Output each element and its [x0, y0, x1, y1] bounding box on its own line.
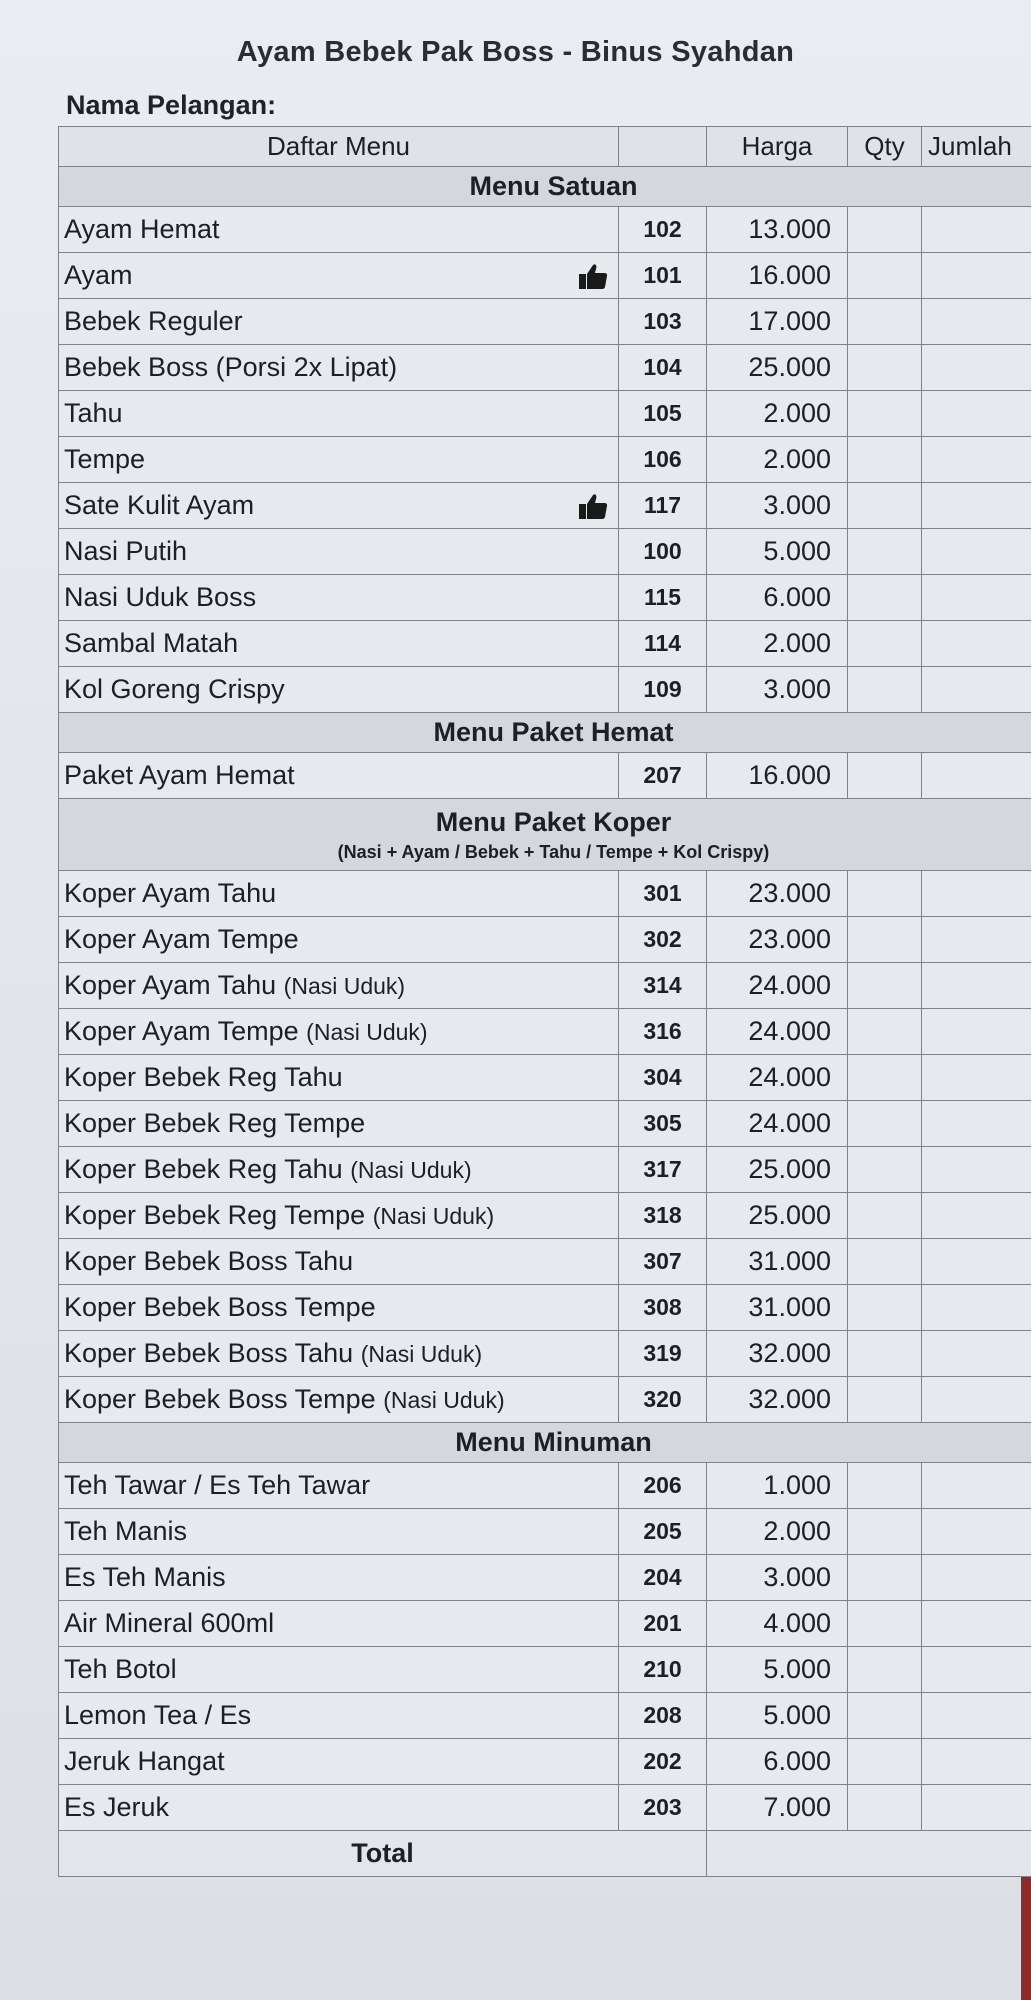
item-qty-field[interactable] — [848, 917, 922, 963]
item-name-cell — [59, 207, 619, 253]
item-amount-field[interactable] — [922, 1785, 1031, 1831]
item-amount-field[interactable] — [922, 753, 1031, 799]
menu-item-row — [59, 1377, 1031, 1423]
item-price: 5.000 — [707, 1647, 848, 1693]
item-name: Paket Ayam Hemat — [64, 760, 295, 790]
item-name-cell — [59, 1739, 619, 1785]
item-name: Koper Ayam Tahu — [64, 970, 277, 1000]
item-code: 207 — [619, 753, 707, 799]
item-name: Nasi Putih — [64, 536, 188, 566]
item-price: 5.000 — [707, 1693, 848, 1739]
item-qty-field[interactable] — [848, 1463, 922, 1509]
item-price: 31.000 — [707, 1239, 848, 1285]
item-price: 23.000 — [707, 871, 848, 917]
section-header-row — [59, 1423, 1031, 1463]
item-price: 3.000 — [707, 667, 848, 713]
item-name: Teh Manis — [64, 1516, 188, 1546]
item-name-cell — [59, 753, 619, 799]
item-name-cell — [59, 483, 619, 529]
thumbs-up-icon — [578, 492, 608, 520]
menu-item-row — [59, 1009, 1031, 1055]
item-code: 106 — [619, 437, 707, 483]
item-name: Koper Bebek Boss Tahu — [64, 1246, 354, 1276]
item-qty-field[interactable] — [848, 1509, 922, 1555]
item-code: 301 — [619, 871, 707, 917]
item-note: (Nasi Uduk) — [283, 973, 406, 999]
item-name-cell — [59, 299, 619, 345]
section-header — [59, 1423, 1031, 1463]
item-price: 6.000 — [707, 1739, 848, 1785]
item-price: 25.000 — [707, 1193, 848, 1239]
section-title: Menu Paket Koper — [435, 806, 672, 837]
item-amount-field[interactable] — [922, 963, 1031, 1009]
item-name-cell — [59, 1509, 619, 1555]
menu-item-row — [59, 1285, 1031, 1331]
item-name-cell — [59, 529, 619, 575]
item-qty-field[interactable] — [848, 529, 922, 575]
item-note: (Nasi Uduk) — [306, 1019, 428, 1045]
item-name-cell — [59, 437, 619, 483]
item-amount-field[interactable] — [922, 1239, 1031, 1285]
item-name-cell — [59, 1101, 619, 1147]
item-amount-field[interactable] — [922, 391, 1031, 437]
item-code: 208 — [619, 1693, 707, 1739]
section-header — [59, 713, 1031, 753]
item-name: Koper Bebek Reg Tahu — [64, 1154, 343, 1184]
item-code: 316 — [619, 1009, 707, 1055]
item-name-cell — [59, 621, 619, 667]
item-code: 102 — [619, 207, 707, 253]
section-subtitle: (Nasi + Ayam / Bebek + Tahu / Tempe + Kol Crispy) — [337, 841, 770, 862]
item-qty-field[interactable] — [848, 667, 922, 713]
section-header-row — [59, 713, 1031, 753]
item-qty-field[interactable] — [848, 1377, 922, 1423]
item-price: 24.000 — [707, 963, 848, 1009]
menu-item-row — [59, 1601, 1031, 1647]
header-price: Harga — [707, 127, 848, 167]
menu-item-row — [59, 437, 1031, 483]
item-name: Jeruk Hangat — [64, 1746, 225, 1776]
menu-item-row — [59, 575, 1031, 621]
item-qty-field[interactable] — [848, 437, 922, 483]
item-code: 302 — [619, 917, 707, 963]
item-price: 24.000 — [707, 1101, 848, 1147]
page-title: Ayam Bebek Pak Boss - Binus Syahdan — [236, 36, 795, 68]
menu-table-body — [59, 167, 1031, 1877]
item-amount-field[interactable] — [922, 1509, 1031, 1555]
menu-item-row — [59, 1055, 1031, 1101]
section-header — [59, 167, 1031, 207]
item-code: 114 — [619, 621, 707, 667]
item-qty-field[interactable] — [848, 1147, 922, 1193]
item-amount-field[interactable] — [922, 1647, 1031, 1693]
item-amount-field[interactable] — [922, 437, 1031, 483]
item-name-cell — [59, 1193, 619, 1239]
header-amount: Jumlah — [922, 127, 1031, 167]
total-row — [59, 1831, 1031, 1877]
item-qty-field[interactable] — [848, 1101, 922, 1147]
item-qty-field[interactable] — [848, 963, 922, 1009]
section-title: Menu Satuan — [469, 171, 638, 201]
menu-item-row — [59, 1693, 1031, 1739]
item-amount-field[interactable] — [922, 917, 1031, 963]
item-price: 32.000 — [707, 1331, 848, 1377]
item-price: 32.000 — [707, 1377, 848, 1423]
item-code: 320 — [619, 1377, 707, 1423]
item-price: 6.000 — [707, 575, 848, 621]
item-price: 31.000 — [707, 1285, 848, 1331]
section-header — [59, 799, 1031, 871]
item-name: Koper Bebek Boss Tahu — [64, 1338, 354, 1368]
item-qty-field[interactable] — [848, 621, 922, 667]
item-code: 314 — [619, 963, 707, 1009]
item-price: 4.000 — [707, 1601, 848, 1647]
item-name-cell — [59, 871, 619, 917]
menu-item-row — [59, 667, 1031, 713]
item-code: 100 — [619, 529, 707, 575]
item-name-cell — [59, 1285, 619, 1331]
item-qty-field[interactable] — [848, 299, 922, 345]
item-name: Nasi Uduk Boss — [64, 582, 257, 612]
item-amount-field[interactable] — [922, 483, 1031, 529]
item-name: Es Jeruk — [64, 1792, 170, 1822]
menu-item-row — [59, 253, 1031, 299]
item-name: Tahu — [64, 398, 123, 428]
item-note: (Nasi Uduk) — [350, 1157, 472, 1183]
item-qty-field[interactable] — [848, 871, 922, 917]
item-amount-field[interactable] — [922, 871, 1031, 917]
total-value-field[interactable] — [707, 1831, 1031, 1877]
item-code: 305 — [619, 1101, 707, 1147]
menu-item-row — [59, 1647, 1031, 1693]
item-code: 101 — [619, 253, 707, 299]
menu-item-row — [59, 299, 1031, 345]
item-price: 24.000 — [707, 1055, 848, 1101]
menu-item-row — [59, 483, 1031, 529]
item-qty-field[interactable] — [848, 1193, 922, 1239]
item-code: 307 — [619, 1239, 707, 1285]
item-code: 210 — [619, 1647, 707, 1693]
item-name-cell — [59, 1601, 619, 1647]
item-qty-field[interactable] — [848, 1285, 922, 1331]
item-qty-field[interactable] — [848, 1055, 922, 1101]
item-price: 16.000 — [707, 753, 848, 799]
item-code: 318 — [619, 1193, 707, 1239]
menu-item-row — [59, 1239, 1031, 1285]
item-code: 105 — [619, 391, 707, 437]
item-amount-field[interactable] — [922, 1055, 1031, 1101]
item-price: 3.000 — [707, 1555, 848, 1601]
item-amount-field[interactable] — [922, 1147, 1031, 1193]
item-name: Bebek Boss (Porsi 2x Lipat) — [64, 352, 398, 382]
item-price: 25.000 — [707, 345, 848, 391]
item-qty-field[interactable] — [848, 345, 922, 391]
thumbs-up-icon — [578, 262, 608, 290]
menu-item-row — [59, 753, 1031, 799]
item-qty-field[interactable] — [848, 1647, 922, 1693]
item-code: 201 — [619, 1601, 707, 1647]
section-title: Menu Paket Hemat — [433, 717, 674, 747]
menu-item-row — [59, 1739, 1031, 1785]
item-name: Tempe — [64, 444, 146, 474]
item-code: 115 — [619, 575, 707, 621]
menu-item-row — [59, 963, 1031, 1009]
menu-item-row — [59, 1331, 1031, 1377]
section-header-row — [59, 167, 1031, 207]
item-code: 204 — [619, 1555, 707, 1601]
menu-item-row — [59, 207, 1031, 253]
item-name-cell — [59, 345, 619, 391]
item-note: (Nasi Uduk) — [372, 1203, 495, 1229]
item-name: Es Teh Manis — [64, 1562, 226, 1592]
item-name: Teh Botol — [64, 1654, 177, 1684]
item-qty-field[interactable] — [848, 1601, 922, 1647]
item-name: Air Mineral 600ml — [64, 1608, 275, 1638]
item-price: 1.000 — [707, 1463, 848, 1509]
item-name-cell — [59, 1693, 619, 1739]
item-name: Sambal Matah — [64, 628, 239, 658]
item-price: 3.000 — [707, 483, 848, 529]
item-name: Koper Ayam Tahu — [64, 878, 277, 908]
item-amount-field[interactable] — [922, 529, 1031, 575]
item-amount-field[interactable] — [922, 1285, 1031, 1331]
item-name: Ayam — [64, 260, 133, 290]
item-code: 319 — [619, 1331, 707, 1377]
item-qty-field[interactable] — [848, 753, 922, 799]
item-name-cell — [59, 1555, 619, 1601]
item-note: (Nasi Uduk) — [360, 1341, 483, 1367]
section-header-row — [59, 799, 1031, 871]
item-name-cell — [59, 253, 619, 299]
item-amount-field[interactable] — [922, 1331, 1031, 1377]
item-code: 117 — [619, 483, 707, 529]
item-code: 202 — [619, 1739, 707, 1785]
item-name: Koper Bebek Reg Tahu — [64, 1062, 343, 1092]
customer-name-label: Nama Pelangan: — [66, 90, 277, 120]
item-name-cell — [59, 1785, 619, 1831]
item-code: 206 — [619, 1463, 707, 1509]
menu-item-row — [59, 917, 1031, 963]
item-name-cell — [59, 1377, 619, 1423]
item-name-cell — [59, 1463, 619, 1509]
item-amount-field[interactable] — [922, 1555, 1031, 1601]
item-price: 2.000 — [707, 1509, 848, 1555]
item-price: 17.000 — [707, 299, 848, 345]
item-name-cell — [59, 391, 619, 437]
item-name-cell — [59, 1009, 619, 1055]
item-price: 7.000 — [707, 1785, 848, 1831]
item-amount-field[interactable] — [922, 667, 1031, 713]
item-code: 104 — [619, 345, 707, 391]
menu-item-row — [59, 871, 1031, 917]
item-name: Koper Bebek Boss Tempe — [64, 1292, 376, 1322]
menu-item-row — [59, 1193, 1031, 1239]
item-amount-field[interactable] — [922, 1739, 1031, 1785]
item-amount-field[interactable] — [922, 1463, 1031, 1509]
table-header-row — [59, 127, 1031, 167]
item-code: 109 — [619, 667, 707, 713]
item-amount-field[interactable] — [922, 1101, 1031, 1147]
item-name-cell — [59, 575, 619, 621]
item-price: 2.000 — [707, 391, 848, 437]
item-name: Bebek Reguler — [64, 306, 243, 336]
item-amount-field[interactable] — [922, 575, 1031, 621]
item-qty-field[interactable] — [848, 1009, 922, 1055]
item-price: 2.000 — [707, 621, 848, 667]
item-qty-field[interactable] — [848, 1739, 922, 1785]
item-amount-field[interactable] — [922, 1193, 1031, 1239]
item-name: Ayam Hemat — [64, 214, 220, 244]
item-name: Lemon Tea / Es — [64, 1700, 252, 1730]
item-qty-field[interactable] — [848, 1555, 922, 1601]
item-qty-field[interactable] — [848, 1693, 922, 1739]
menu-item-row — [59, 1147, 1031, 1193]
total-label: Total — [59, 1831, 707, 1877]
menu-item-row — [59, 391, 1031, 437]
item-name-cell — [59, 1331, 619, 1377]
item-name: Koper Bebek Reg Tempe — [64, 1200, 366, 1230]
item-price: 24.000 — [707, 1009, 848, 1055]
item-code: 203 — [619, 1785, 707, 1831]
item-name-cell — [59, 917, 619, 963]
item-qty-field[interactable] — [848, 253, 922, 299]
menu-item-row — [59, 529, 1031, 575]
item-name: Teh Tawar / Es Teh Tawar — [64, 1470, 371, 1500]
item-amount-field[interactable] — [922, 345, 1031, 391]
item-note: (Nasi Uduk) — [383, 1387, 505, 1413]
item-qty-field[interactable] — [848, 483, 922, 529]
item-name-cell — [59, 1647, 619, 1693]
menu-item-row — [59, 1101, 1031, 1147]
item-code: 205 — [619, 1509, 707, 1555]
item-price: 16.000 — [707, 253, 848, 299]
menu-table — [58, 126, 1031, 1877]
item-price: 25.000 — [707, 1147, 848, 1193]
item-qty-field[interactable] — [848, 1239, 922, 1285]
item-name: Koper Ayam Tempe — [64, 1016, 299, 1046]
menu-item-row — [59, 345, 1031, 391]
item-name-cell — [59, 963, 619, 1009]
item-amount-field[interactable] — [922, 1693, 1031, 1739]
item-amount-field[interactable] — [922, 299, 1031, 345]
item-qty-field[interactable] — [848, 207, 922, 253]
item-name: Kol Goreng Crispy — [64, 674, 285, 704]
item-amount-field[interactable] — [922, 621, 1031, 667]
item-amount-field[interactable] — [922, 1377, 1031, 1423]
header-menu: Daftar Menu — [59, 127, 619, 167]
item-name: Koper Bebek Reg Tempe — [64, 1108, 366, 1138]
item-qty-field[interactable] — [848, 391, 922, 437]
item-code: 103 — [619, 299, 707, 345]
item-qty-field[interactable] — [848, 1331, 922, 1377]
item-price: 2.000 — [707, 437, 848, 483]
menu-item-row — [59, 1463, 1031, 1509]
item-name: Koper Bebek Boss Tempe — [64, 1384, 376, 1414]
item-amount-field[interactable] — [922, 207, 1031, 253]
item-name-cell — [59, 1239, 619, 1285]
item-code: 308 — [619, 1285, 707, 1331]
header-qty: Qty — [848, 127, 922, 167]
item-name-cell — [59, 1055, 619, 1101]
item-name: Sate Kulit Ayam — [64, 490, 255, 520]
item-amount-field[interactable] — [922, 253, 1031, 299]
item-price: 5.000 — [707, 529, 848, 575]
item-amount-field[interactable] — [922, 1009, 1031, 1055]
item-price: 23.000 — [707, 917, 848, 963]
item-code: 304 — [619, 1055, 707, 1101]
item-price: 13.000 — [707, 207, 848, 253]
menu-item-row — [59, 621, 1031, 667]
item-qty-field[interactable] — [848, 1785, 922, 1831]
item-qty-field[interactable] — [848, 575, 922, 621]
menu-item-row — [59, 1509, 1031, 1555]
item-code: 317 — [619, 1147, 707, 1193]
header-code — [619, 127, 707, 167]
section-title: Menu Minuman — [455, 1427, 652, 1457]
item-name-cell — [59, 1147, 619, 1193]
item-name-cell — [59, 667, 619, 713]
item-name: Koper Ayam Tempe — [64, 924, 299, 954]
item-amount-field[interactable] — [922, 1601, 1031, 1647]
menu-item-row — [59, 1555, 1031, 1601]
menu-item-row — [59, 1785, 1031, 1831]
